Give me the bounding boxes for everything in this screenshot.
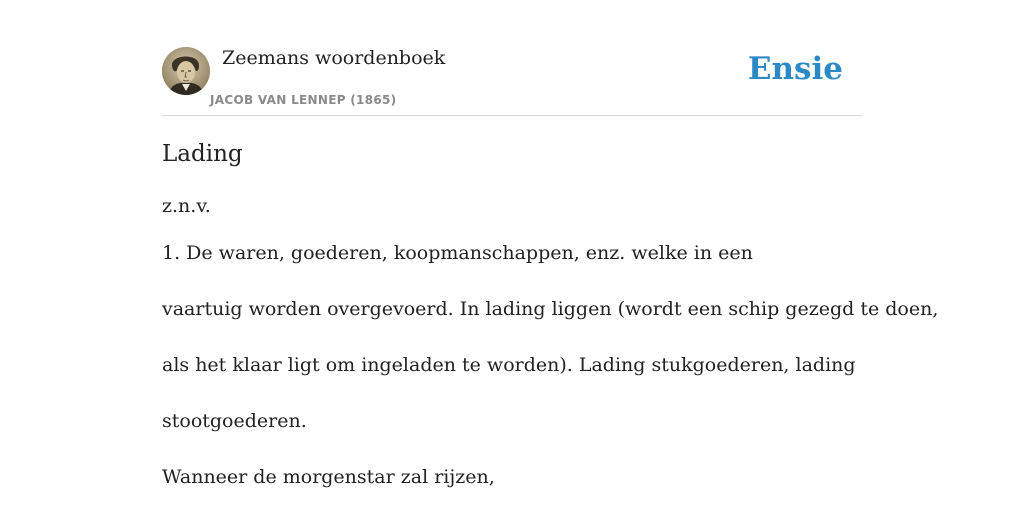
author-avatar[interactable]	[162, 47, 210, 95]
part-of-speech: z.n.v.	[162, 195, 211, 217]
definition-line: Wanneer de morgenstar zal rijzen,	[162, 466, 495, 488]
definition-line: stootgoederen.	[162, 410, 307, 432]
page-content	[162, 0, 939, 488]
entry-term: Lading	[162, 141, 243, 167]
ensie-logo-link[interactable]: Ensie	[747, 51, 843, 87]
definition-line: vaartuig worden overgevoerd. In lading liggen (wordt een schip gezegd te doen,	[162, 298, 939, 320]
definition-line: als het klaar ligt om ingeladen te worden). Lading stukgoederen, lading	[162, 354, 856, 376]
dictionary-header	[162, 0, 862, 116]
author-name: JACOB VAN LENNEP (1865)	[210, 93, 397, 107]
definition-line: 1. De waren, goederen, koopmanschappen, enz. welke in een	[162, 242, 753, 264]
dictionary-title[interactable]: Zeemans woordenboek	[222, 47, 446, 69]
author-portrait-icon	[162, 47, 210, 95]
